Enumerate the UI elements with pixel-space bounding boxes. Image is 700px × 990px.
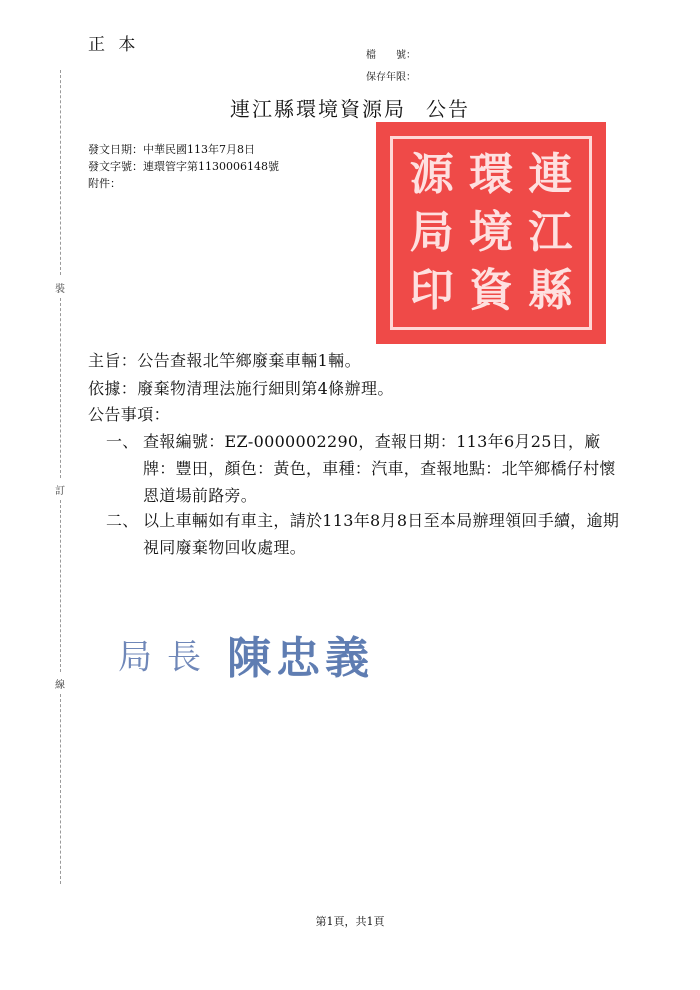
binding-line [60,500,61,672]
director-name-stamp: 陳忠義 [227,633,375,684]
basis: 依據：廢棄物清理法施行細則第4條辦理。 [88,379,394,398]
binding-mark: 訂 [55,486,65,497]
item-text: 以上車輛如有車主，請於113年8月8日至本局辦理領回手續，逾期視同廢棄物回收處理。 [143,511,620,557]
attachment-label: 附件： [88,177,121,190]
seal-char: 資 [469,265,514,316]
notice-items-label: 公告事項： [88,405,171,424]
binding-line [60,694,61,884]
director-title: 局長 [118,637,216,678]
seal-char: 源 [409,149,454,200]
seal-char: 環 [469,149,514,200]
notice-item [106,428,626,509]
binding-line [60,70,61,275]
seal-char: 印 [409,265,454,316]
official-seal [376,122,606,344]
binding-mark: 裝 [55,284,65,295]
seal-char: 江 [528,207,573,258]
seal-char: 境 [469,207,514,258]
item-text: 查報編號：EZ-0000002290，查報日期：113年6月25日，廠牌：豐田，顏色：黃色，車種：汽車，查報地點：北竿鄉橋仔村懷恩道場前路旁。 [143,432,616,505]
retention-period-label: 保存年限： [366,72,416,83]
signature-block [118,622,374,686]
copy-mark: 正 本 [88,35,140,55]
archive-number-label: 檔 號： [366,50,416,61]
item-number: 二、 [106,511,139,530]
seal-char: 連 [528,149,573,200]
page-number: 第1頁，共1頁 [315,915,385,928]
seal-characters [402,146,580,320]
issue-number: 發文字號：連環管字第1130006148號 [88,160,279,173]
issue-date: 發文日期：中華民國113年7月8日 [88,143,255,156]
subject: 主旨：公告查報北竿鄉廢棄車輛1輛。 [88,351,361,370]
notice-label: 公告 [426,97,470,121]
binding-line [60,298,61,478]
seal-char: 縣 [528,265,573,316]
seal-char: 局 [409,207,454,258]
document-title [0,93,700,122]
item-number: 一、 [106,432,139,451]
notice-item [106,507,626,561]
binding-mark: 線 [55,680,65,691]
agency-name: 連江縣環境資源局 [230,97,406,121]
